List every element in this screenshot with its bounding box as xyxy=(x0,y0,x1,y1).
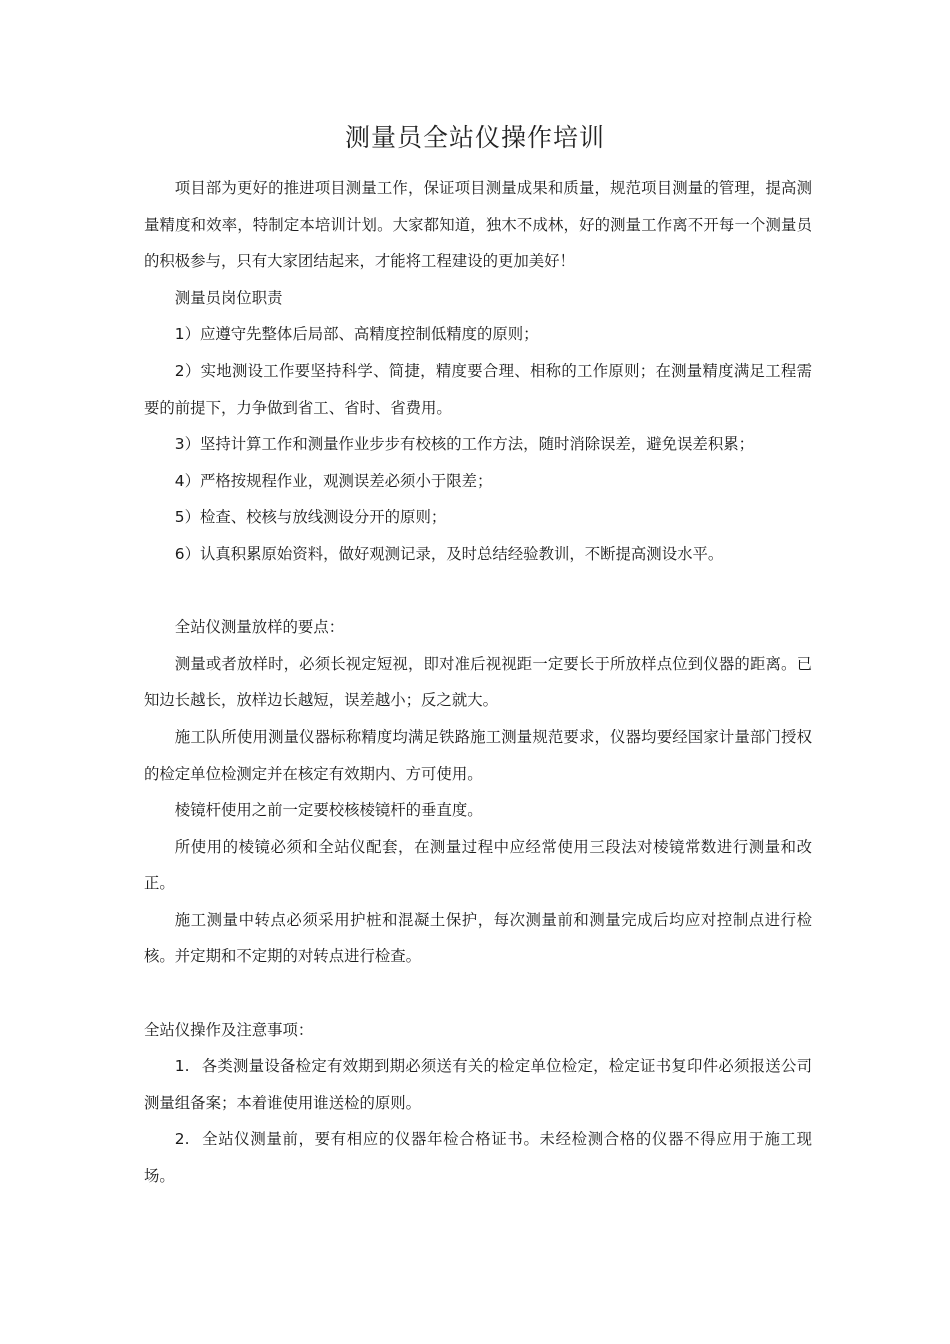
document-title: 测量员全站仪操作培训 xyxy=(344,123,605,152)
operation-item-number: 1. xyxy=(174,1057,190,1076)
duty-item-4: 4）严格按规程作业，观测误差必须小于限差； xyxy=(174,471,493,490)
staking-paragraph-4: 所使用的棱镜必须和全站仪配套，在测量过程中应经常使用三段法对棱镜常数进行测量和改正。 xyxy=(144,837,812,893)
section-spacer xyxy=(144,975,812,1012)
duties-heading: 测量员岗位职责 xyxy=(174,288,283,307)
staking-heading: 全站仪测量放样的要点： xyxy=(174,618,345,637)
duty-item-3: 3）坚持计算工作和测量作业步步有校核的工作方法，随时消除误差，避免误差积累； xyxy=(174,435,755,454)
document-body xyxy=(144,170,812,1195)
duty-item-2: 2）实地测设工作要坚持科学、简捷，精度要合理、相称的工作原则；在测量精度满足工程需要的前提下，力争做到省工、省时、省费用。 xyxy=(144,361,812,417)
staking-paragraph-2: 施工队所使用测量仪器标称精度均满足铁路施工测量规范要求，仪器均要经国家计量部门授权的检定单位检测定并在核定有效期内、方可使用。 xyxy=(144,727,812,783)
duty-item-5: 5）检查、校核与放线测设分开的原则； xyxy=(174,508,447,527)
operation-item-text: 各类测量设备检定有效期到期必须送有关的检定单位检定，检定证书复印件必须报送公司测量组备案；本着谁使用谁送检的原则。 xyxy=(144,1057,812,1112)
staking-paragraph-1: 测量或者放样时，必须长视定短视，即对准后视视距一定要长于所放样点位到仪器的距离。已知边长越长，放样边长越短，误差越小；反之就大。 xyxy=(144,654,812,710)
operation-heading: 全站仪操作及注意事项： xyxy=(144,1020,314,1039)
staking-paragraph-5: 施工测量中转点必须采用护桩和混凝土保护，每次测量前和测量完成后均应对控制点进行检核。并定期和不定期的对转点进行检查。 xyxy=(144,910,812,966)
intro-paragraph: 项目部为更好的推进项目测量工作，保证项目测量成果和质量，规范项目测量的管理，提高测量精度和效率，特制定本培训计划。大家都知道，独木不成林，好的测量工作离不开每一个测量员的积极参与，只有大家团结起来，才能将工程建设的更加美好！ xyxy=(144,179,812,271)
operation-item-text: 全站仪测量前，要有相应的仪器年检合格证书。未经检测合格的仪器不得应用于施工现场。 xyxy=(144,1130,812,1186)
section-spacer xyxy=(144,573,812,610)
duty-item-6: 6）认真积累原始资料，做好观测记录，及时总结经验教训，不断提高测设水平。 xyxy=(174,544,724,563)
operation-item-2 xyxy=(144,1121,812,1194)
operation-item-number: 2. xyxy=(174,1130,190,1149)
duty-item-1: 1）应遵守先整体后局部、高精度控制低精度的原则； xyxy=(174,325,539,344)
staking-paragraph-3: 棱镜杆使用之前一定要校核棱镜杆的垂直度。 xyxy=(174,801,483,820)
operation-item-1 xyxy=(144,1048,812,1121)
